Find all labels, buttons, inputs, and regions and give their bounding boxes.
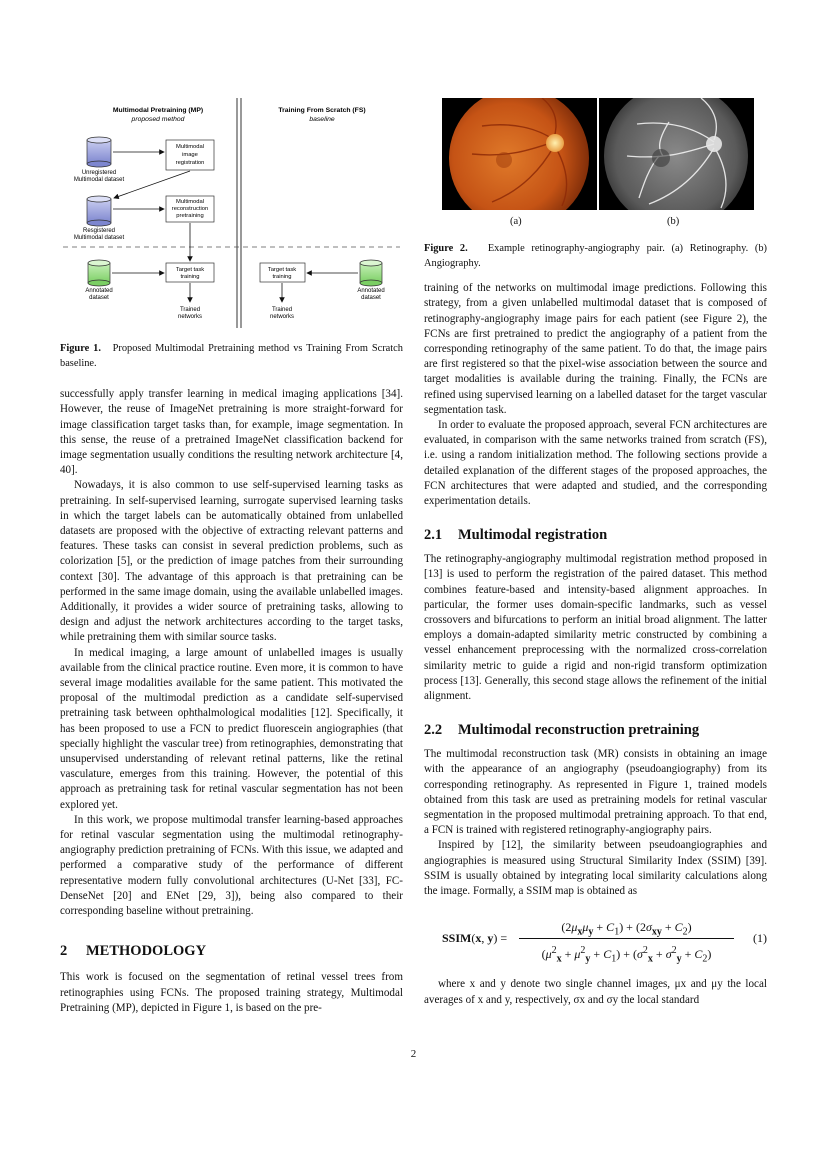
left-column	[60, 92, 403, 1016]
box-target-mp-line-1: Target task	[175, 267, 205, 273]
trained-fs-label-2: networks	[269, 314, 295, 320]
section-2-paragraph: This work is focused on the segmentation of retinal vessel trees from retinographies using FCNs. The proposed training strategy, Multimodal Pretraining (MP), depicted in Figure 1, is based on the pre-	[60, 971, 403, 1014]
mp-subtitle: proposed method	[131, 116, 185, 123]
db-annotated-fs-icon	[360, 260, 382, 286]
db-unregistered-icon	[87, 137, 111, 167]
equation-lhs: SSIM(x, y) =	[442, 931, 508, 946]
figure-2-caption-text: Example retinography-angiography pair. (a) Retinography. (b) Angiography.	[424, 243, 767, 269]
figure-1-caption-text: Proposed Multimodal Pretraining method vs Training From Scratch baseline.	[60, 343, 403, 369]
retinography-image	[442, 98, 597, 210]
left-paragraph-2: Nowadays, it is also common to use self-supervised learning tasks as pretraining. In self-supervised learning, surrogate supervised learning tasks in which the target labels can be automatically obtained from unlabelled datasets are proposed with the objective of extracting relevant patterns and features. These tasks can consist in several prediction problems, such as colorization [5], or the prediction of image patches from their surrounding context [30]. The advantage of this approach is that pretraining can be performed in the same image domain, using the available unlabelled images. Additionally, it provides a wider source of pretraining tasks, allowing to design and adjust the network architectures according to the target tasks, while pretraining them with similar source tasks.	[60, 479, 403, 644]
trained-fs-label-1: Trained	[271, 307, 293, 313]
section-2-title: METHODOLOGY	[86, 943, 207, 960]
db-registered-label-2: Multimodal dataset	[73, 235, 125, 241]
figure-1-caption-label: Figure 1.	[60, 343, 101, 354]
after-equation-paragraph: where x and y denote two single channel images, μx and μy the local averages of x and y, respectively, σx and σy the local standard	[424, 978, 767, 1006]
figure-1-diagram	[60, 92, 403, 332]
box-target-fs-line-1: Target task	[267, 267, 297, 273]
db-unregistered-label-1: Unregistered	[81, 170, 117, 176]
db-annotated-fs-label-2: dataset	[361, 295, 381, 301]
section-2-heading	[60, 943, 403, 960]
angiography-image	[599, 98, 754, 210]
db-registered-icon	[87, 196, 111, 226]
figure-2-images	[424, 92, 767, 228]
trained-mp-label-1: Trained	[179, 307, 201, 313]
equation-fraction: $(2\mu_x\mu_y + C_1) + (2\sigma_{xy} + C_2)$ $(\mu^2_x + \mu^2_y + C_1) + (\sigma^2_x + \sigma^2_y + C_2)$	[519, 917, 734, 962]
section-2-1-paragraph: The retinography-angiography multimodal registration method proposed in [13] is used to perform the registration of the paired dataset. This method combines feature-based and intensity-based alignment approaches. In particular, the former uses domain-specific landmarks, such as vessel crossovers and bifurcations to perform an initial broad alignment. The latter employs a domain-adapted similarity metric constructed by combining a vessel enhancement preprocessing with the normalized cross-correlation similarity metric to guide a rigid and non-rigid transform optimization process [13]. Generally, this second stage allows the refinement of the initial alignment.	[424, 553, 767, 703]
fs-title: Training From Scratch (FS)	[278, 107, 366, 114]
section-2-1-title: Multimodal registration	[458, 527, 608, 544]
section-2-2-heading	[424, 722, 767, 739]
section-2-2-paragraph-2: Inspired by [12], the similarity between pseudoangiographies and angiographies is measured using Structural Similarity Index (SSIM) [39]. SSIM is usually obtained by integrating local similarity calculations along the image. Formally, a SSIM map is obtained as	[424, 839, 767, 898]
box-registration-line-2: image	[182, 152, 198, 158]
figure-2-caption	[424, 242, 767, 271]
section-2-1-heading	[424, 527, 767, 544]
section-2-2-title: Multimodal reconstruction pretraining	[458, 722, 700, 739]
db-annotated-fs-label-1: Annotated	[357, 288, 385, 294]
db-annotated-mp-icon	[88, 260, 110, 286]
trained-mp-label-2: networks	[177, 314, 203, 320]
page-number: 2	[410, 1048, 417, 1060]
box-reconstruction-line-2: reconstruction	[171, 206, 209, 212]
box-target-mp-line-2: training	[180, 274, 200, 280]
figure-2-label-b: (b)	[667, 216, 680, 227]
db-unregistered-label-2: Multimodal dataset	[73, 177, 125, 183]
box-target-fs-line-2: training	[272, 274, 292, 280]
box-registration-line-1: Multimodal	[175, 144, 205, 150]
figure-1-caption	[60, 342, 403, 371]
left-paragraph-4: In this work, we propose multimodal transfer learning-based approaches for retinal vascular segmentation using the multimodal retinography-angiography prediction pretraining of FCNs. With this issue, we adapted and performed a comparative study of the performance of different representative modern fully convolutional architectures (U-Net [33], FC-DenseNet [20] and ENet [29, 3]), being also compared to their corresponding baseline without pretraining.	[60, 813, 403, 918]
figure-2-caption-label: Figure 2.	[424, 243, 468, 254]
section-2-2-paragraph-1: The multimodal reconstruction task (MR) consists in obtaining an image with the appearance of an angiography (pseudoangiography) from its corresponding retinography. As represented in Figure 1, trained models obtained from this task are used as pretraining models for retinal vascular segmentation in the proposed multimodal pretraining approach. To that end, a FCN is trained with registered retinography-angiography pairs.	[424, 748, 767, 837]
db-registered-label-1: Resgistered	[82, 228, 116, 234]
db-annotated-mp-label-2: dataset	[89, 295, 109, 301]
arrow-registration-to-registered	[114, 171, 190, 198]
left-paragraph-1: successfully apply transfer learning in medical imaging applications [34]. However, the reuse of ImageNet pretraining is more straight-forward for image classification target tasks than, for example, image segmentation. In this sense, the reuse of a pretrained ImageNet classification backend for image segmentation usually conditions the resulting network architecture [4, 40].	[60, 388, 403, 477]
mp-title: Multimodal Pretraining (MP)	[112, 107, 204, 114]
equation-number: (1)	[753, 931, 767, 946]
box-reconstruction-line-3: pretraining	[176, 213, 204, 219]
db-annotated-mp-label-1: Annotated	[85, 288, 113, 294]
box-reconstruction-line-1: Multimodal	[175, 199, 205, 205]
figure-2-label-a: (a)	[510, 216, 522, 227]
right-column	[424, 92, 767, 1008]
left-paragraph-3: In medical imaging, a large amount of unlabelled images is usually available from the clinical practice routine. Even more, it is common to have several image modalities available for the same patient. This motivated the proposal of the multimodal prediction as a candidate self-supervised pretraining task between ophthalmological modalities [12]. Specifically, it has been proposed to use a FCN to predict fluorescein angiographies (that specially highlight the vascular tree) from retinographies, demonstrating that unsupervised understanding of relevant retinal patterns, like the retinal vasculature, emerges from this training. However, the potential of this approach as pretraining task for retinal vascular segmentation has not been explored yet.	[60, 646, 403, 811]
ssim-equation	[424, 915, 767, 967]
section-2-1-number: 2.1	[424, 527, 443, 544]
section-2-2-number: 2.2	[424, 722, 443, 739]
fs-subtitle: baseline	[309, 116, 335, 123]
right-paragraph-2: In order to evaluate the proposed approach, several FCN architectures are evaluated, in comparison with the same networks trained from scratch (FS), i.e. using a random initialization method. The following sections provide a detailed explanation of the different stages of the proposed approaches, the FCN architectures that were adapted and studied, and the corresponding experimentation details.	[424, 419, 767, 508]
box-registration-line-3: registration	[175, 160, 205, 166]
right-paragraph-1: training of the networks on multimodal image predictions. Following this strategy, from a given unlabelled multimodal dataset that is composed of retinography-angiography image pairs for each patient (see Figure 2), the FCNs are first pretrained to predict the angiography of a patient from the corresponding retinography of the same patient. To do that, the image pairs are first registered so that the pixel-wise association between the source and target modalities is available during the training. Finally, the FCNs are refined using supervised learning on a labelled dataset for the target vascular segmentation task.	[424, 282, 767, 416]
section-2-number: 2	[60, 943, 68, 960]
